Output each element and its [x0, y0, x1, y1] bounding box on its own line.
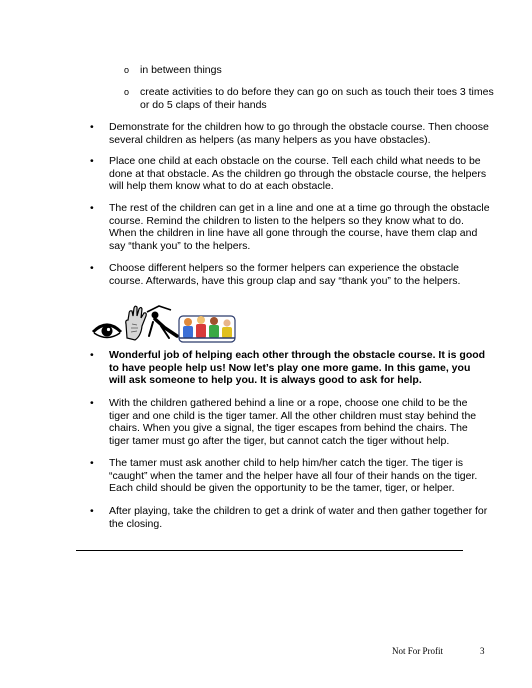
sub-item-text: create activities to do before they can go on such as touch their toes 3 times or do 5 claps of their hands: [140, 86, 494, 111]
bullet-marker: •: [90, 457, 94, 469]
bullet-marker: •: [90, 202, 94, 214]
section-divider: [76, 550, 463, 551]
page-number: 3: [480, 646, 485, 656]
footer-label: Not For Profit: [392, 646, 444, 656]
bullet-marker: •: [90, 262, 94, 274]
sub-item-marker: o: [124, 65, 130, 75]
bullet-text: After playing, take the children to get a drink of water and then gather together for the closing.: [109, 505, 488, 530]
bullet-marker: •: [90, 349, 94, 361]
bullet-text: Demonstrate for the children how to go through the obstacle course. Then choose several children as helpers (as many helpers as you have obstacles).: [109, 121, 489, 146]
hand-icon: [126, 306, 147, 340]
bullet-marker: •: [90, 121, 94, 133]
bullet-text: With the children gathered behind a line or a rope, choose one child to be the tiger and one child is the tiger tamer. All the other children must stay behind the chairs. When you give a signal, the tiger escapes from behind the chairs. The tiger tamer must go after the tiger, but cannot catch the tiger without help.: [109, 397, 477, 448]
bullet-marker: •: [90, 505, 94, 517]
bullet-text: The rest of the children can get in a line and one at a time go through the obstacle course. Remind the children to listen to the helpers so they know what to do. When the children in line have all gone through the course, have them clap and say “thank you” to the helpers.: [109, 202, 490, 253]
bullet-marker: •: [90, 397, 94, 409]
icon-strip: [91, 302, 241, 346]
bullet-text: Wonderful job of helping each other through the obstacle course. It is good to have people help us! Now let’s play one more game. In this game, you will ask someone to help you. It is always good to ask for help.: [109, 349, 486, 387]
stretching-figure-icon: [147, 306, 177, 338]
bullet-text: The tamer must ask another child to help him/her catch the tiger. The tiger is “caught” when the tamer and the helper have all four of their hands on the tiger. Each child should be given the opportunity to be the tamer, tiger, or helper.: [109, 457, 478, 495]
bullet-text: Place one child at each obstacle on the course. Tell each child what needs to be done at that obstacle. As the children go through the obstacle course, the helpers will help them know what to do at each obstacle.: [109, 155, 487, 193]
sub-item-text: in between things: [140, 64, 222, 76]
bullet-text: Choose different helpers so the former helpers can experience the obstacle course. Afterwards, have this group clap and say “thank you” to the helpers.: [109, 262, 461, 287]
sub-item-marker: o: [124, 87, 130, 97]
children-group-icon: [179, 316, 235, 342]
eye-icon: [93, 325, 121, 338]
bullet-marker: •: [90, 155, 94, 167]
